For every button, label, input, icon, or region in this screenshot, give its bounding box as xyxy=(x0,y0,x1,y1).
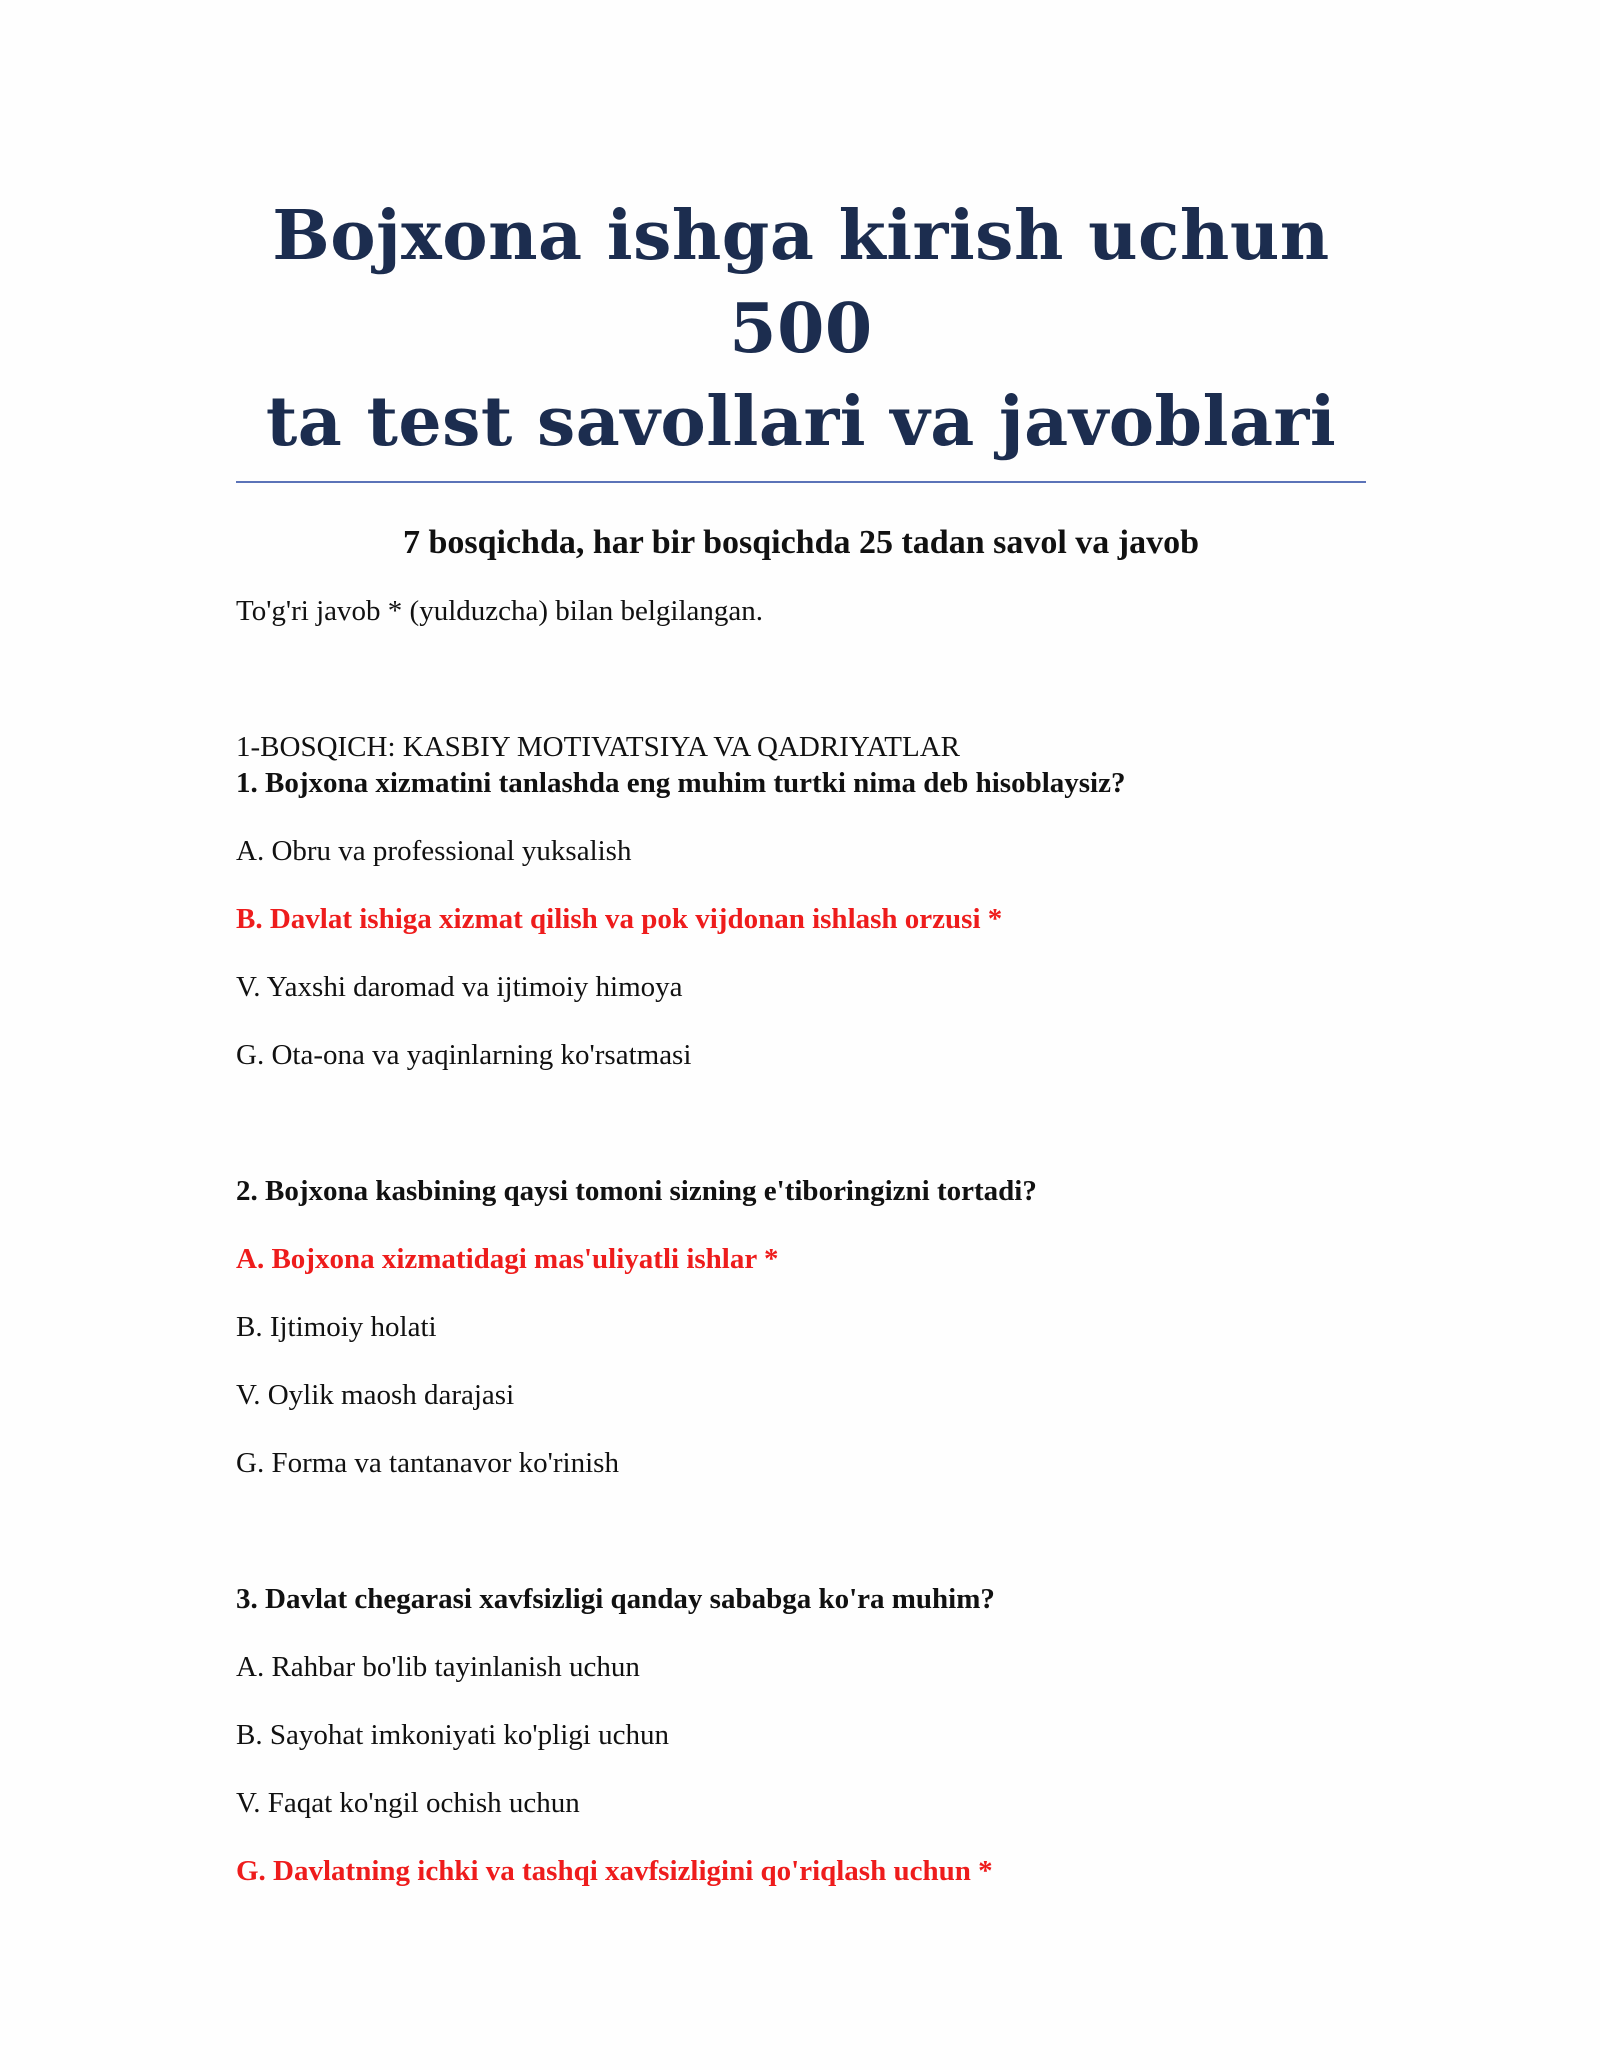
question-block-2 xyxy=(236,1173,1366,1481)
answer-option-b: B. Ijtimoiy holati xyxy=(236,1311,437,1343)
question-text: 1. Bojxona xizmatini tanlashda eng muhim turtki nima deb hisoblaysiz? xyxy=(236,767,1126,799)
answer-option-v: V. Faqat ko'ngil ochish uchun xyxy=(236,1787,580,1819)
answer-option-g: G. Forma va tantanavor ko'rinish xyxy=(236,1447,619,1479)
document-subtitle: 7 bosqichda, har bir bosqichda 25 tadan savol va javob xyxy=(402,524,1200,561)
answer-options xyxy=(236,1241,1366,1481)
answer-option-a: A. Obru va professional yuksalish xyxy=(236,835,632,867)
section-heading: 1-BOSQICH: KASBIY MOTIVATSIYA VA QADRIYATLAR xyxy=(236,731,961,763)
document-content xyxy=(236,190,1366,1889)
question-block-1 xyxy=(236,765,1366,1073)
document-title xyxy=(236,190,1366,469)
question-block-3 xyxy=(236,1581,1366,1889)
answer-options xyxy=(236,1649,1366,1889)
title-divider xyxy=(236,481,1366,483)
answer-option-b: B. Sayohat imkoniyati ko'pligi uchun xyxy=(236,1719,669,1751)
answer-option-g-correct: G. Davlatning ichki va tashqi xavfsizligini qo'riqlash uchun * xyxy=(236,1855,993,1887)
answer-key-note: To'g'ri javob * (yulduzcha) bilan belgilangan. xyxy=(236,595,764,627)
question-text: 3. Davlat chegarasi xavfsizligi qanday sababga ko'ra muhim? xyxy=(236,1583,995,1615)
answer-options xyxy=(236,833,1366,1073)
answer-option-a-correct: A. Bojxona xizmatidagi mas'uliyatli ishlar * xyxy=(236,1243,779,1275)
answer-option-v: V. Oylik maosh darajasi xyxy=(236,1379,515,1411)
question-text: 2. Bojxona kasbining qaysi tomoni sizning e'tiboringizni tortadi? xyxy=(236,1175,1037,1207)
document-title-line-2: ta test savollari va javoblari xyxy=(265,382,1337,462)
answer-option-b-correct: B. Davlat ishiga xizmat qilish va pok vijdonan ishlash orzusi * xyxy=(236,903,1003,935)
answer-option-a: A. Rahbar bo'lib tayinlanish uchun xyxy=(236,1651,640,1683)
answer-option-g: G. Ota-ona va yaqinlarning ko'rsatmasi xyxy=(236,1039,692,1071)
document-title-line-1: Bojxona ishga kirish uchun 500 xyxy=(272,196,1330,369)
answer-option-v: V. Yaxshi daromad va ijtimoiy himoya xyxy=(236,971,683,1003)
